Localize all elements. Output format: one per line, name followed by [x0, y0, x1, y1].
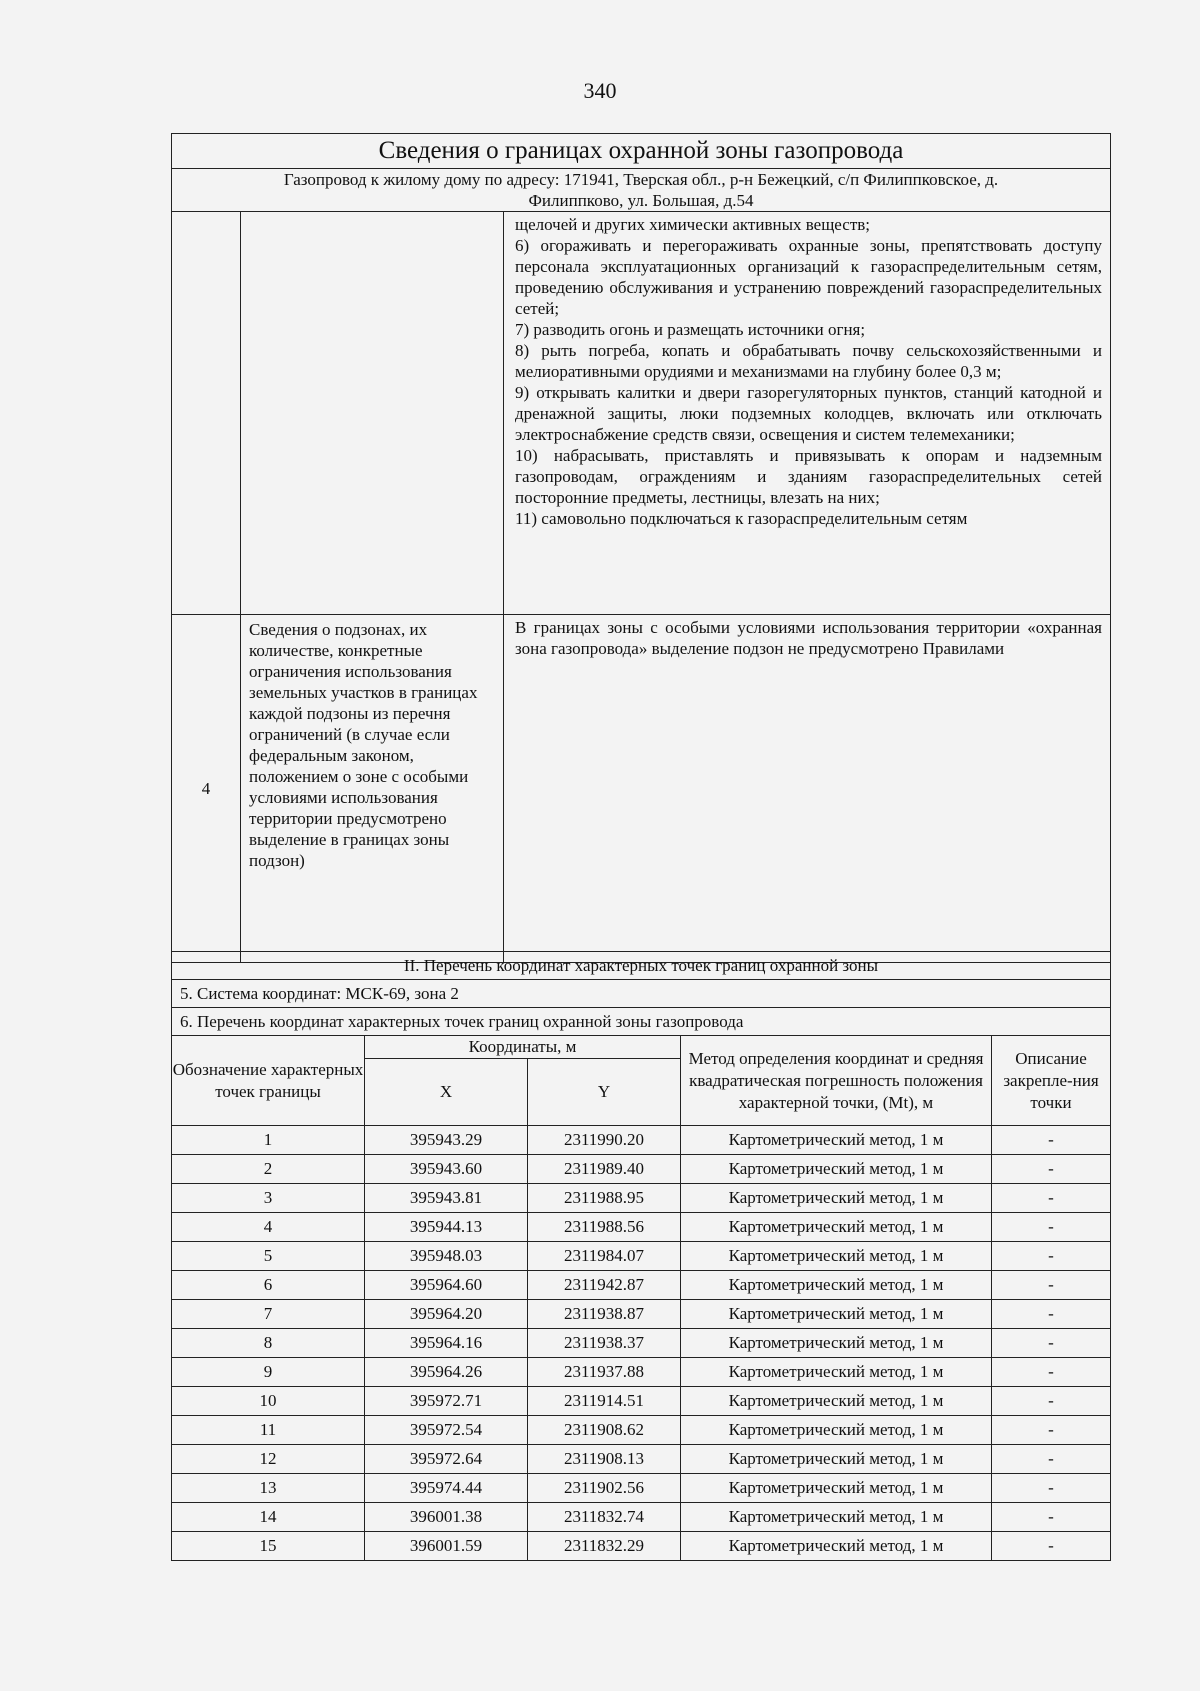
point-number-cell: 4 — [172, 1213, 365, 1242]
description-cell: - — [992, 1387, 1111, 1416]
description-cell: - — [992, 1445, 1111, 1474]
table-row — [172, 1155, 1111, 1184]
description-cell: - — [992, 1358, 1111, 1387]
description-cell: - — [992, 1474, 1111, 1503]
header-description: Описание закрепле-ния точки — [992, 1036, 1111, 1126]
description-cell: - — [992, 1329, 1111, 1358]
x-coordinate-cell: 395943.81 — [365, 1184, 528, 1213]
y-coordinate-cell: 2311908.13 — [528, 1445, 681, 1474]
method-cell: Картометрический метод, 1 м — [681, 1155, 992, 1184]
table-row — [172, 1445, 1111, 1474]
x-coordinate-cell: 395943.60 — [365, 1155, 528, 1184]
table-row — [172, 1532, 1111, 1561]
x-coordinate-cell: 395972.54 — [365, 1416, 528, 1445]
point-number-cell: 6 — [172, 1271, 365, 1300]
address-line-2: Филиппково, ул. Большая, д.54 — [528, 191, 754, 210]
subzones-text: В границах зоны с особыми условиями использования территории «охранная зона газопровода» выделение подзон не предусмотрено Правилами — [504, 615, 1111, 963]
pipeline-address — [172, 169, 1111, 212]
x-coordinate-cell: 395964.20 — [365, 1300, 528, 1329]
empty-label-cell — [241, 212, 504, 615]
x-coordinate-cell: 395972.71 — [365, 1387, 528, 1416]
header-designation: Обозначение характерных точек границы — [172, 1036, 365, 1126]
restrictions-row — [172, 212, 1111, 615]
points-body — [172, 1126, 1111, 1561]
zone-info-table — [171, 133, 1111, 963]
coordinate-system: 5. Система координат: МСК-69, зона 2 — [172, 980, 1111, 1008]
point-number-cell: 14 — [172, 1503, 365, 1532]
method-cell: Картометрический метод, 1 м — [681, 1358, 992, 1387]
x-coordinate-cell: 395943.29 — [365, 1126, 528, 1155]
y-coordinate-cell: 2311938.87 — [528, 1300, 681, 1329]
method-cell: Картометрический метод, 1 м — [681, 1300, 992, 1329]
description-cell: - — [992, 1213, 1111, 1242]
section-2-title: II. Перечень координат характерных точек границ охранной зоны — [172, 952, 1111, 980]
method-cell: Картометрический метод, 1 м — [681, 1503, 992, 1532]
restrictions-text — [504, 212, 1111, 615]
description-cell: - — [992, 1155, 1111, 1184]
table-row — [172, 1126, 1111, 1155]
method-cell: Картометрический метод, 1 м — [681, 1532, 992, 1561]
point-number-cell: 7 — [172, 1300, 365, 1329]
method-cell: Картометрический метод, 1 м — [681, 1184, 992, 1213]
description-cell: - — [992, 1532, 1111, 1561]
header-y: Y — [528, 1059, 681, 1126]
y-coordinate-cell: 2311988.56 — [528, 1213, 681, 1242]
x-coordinate-cell: 395972.64 — [365, 1445, 528, 1474]
point-number-cell: 1 — [172, 1126, 365, 1155]
empty-number-cell — [172, 212, 241, 615]
header-x: X — [365, 1059, 528, 1126]
x-coordinate-cell: 395944.13 — [365, 1213, 528, 1242]
point-number-cell: 15 — [172, 1532, 365, 1561]
y-coordinate-cell: 2311942.87 — [528, 1271, 681, 1300]
method-cell: Картометрический метод, 1 м — [681, 1242, 992, 1271]
point-number-cell: 12 — [172, 1445, 365, 1474]
restriction-item: щелочей и других химически активных веществ; — [515, 215, 870, 234]
description-cell: - — [992, 1184, 1111, 1213]
method-cell: Картометрический метод, 1 м — [681, 1416, 992, 1445]
table-row — [172, 1242, 1111, 1271]
subzones-label: Сведения о подзонах, их количестве, конкретные ограничения использования земельных участков в границах каждой подзоны из перечня ограничений (в случае если федеральным законом, положением о зоне с особыми условиями использования территории предусмотрено выделение в границах зоны подзон) — [241, 615, 504, 963]
table-row — [172, 1474, 1111, 1503]
coordinate-list-title: 6. Перечень координат характерных точек границ охранной зоны газопровода — [172, 1008, 1111, 1036]
restriction-item: 7) разводить огонь и размещать источники огня; — [515, 320, 866, 339]
restriction-item: 11) самовольно подключаться к газораспределительным сетям — [515, 509, 968, 528]
y-coordinate-cell: 2311989.40 — [528, 1155, 681, 1184]
description-cell: - — [992, 1300, 1111, 1329]
point-number-cell: 9 — [172, 1358, 365, 1387]
point-number-cell: 8 — [172, 1329, 365, 1358]
page-number: 340 — [583, 78, 617, 103]
x-coordinate-cell: 395948.03 — [365, 1242, 528, 1271]
method-cell: Картометрический метод, 1 м — [681, 1271, 992, 1300]
x-coordinate-cell: 395964.16 — [365, 1329, 528, 1358]
description-cell: - — [992, 1271, 1111, 1300]
x-coordinate-cell: 395974.44 — [365, 1474, 528, 1503]
description-cell: - — [992, 1503, 1111, 1532]
description-cell: - — [992, 1126, 1111, 1155]
document-title: Сведения о границах охранной зоны газопровода — [172, 134, 1111, 169]
restriction-item: 8) рыть погреба, копать и обрабатывать почву сельскохозяйственными и мелиоративными орудиями и механизмами на глубину более 0,3 м; — [515, 341, 1102, 381]
method-cell: Картометрический метод, 1 м — [681, 1387, 992, 1416]
header-coordinates: Координаты, м — [365, 1036, 681, 1059]
x-coordinate-cell: 395964.26 — [365, 1358, 528, 1387]
y-coordinate-cell: 2311988.95 — [528, 1184, 681, 1213]
method-cell: Картометрический метод, 1 м — [681, 1329, 992, 1358]
y-coordinate-cell: 2311914.51 — [528, 1387, 681, 1416]
y-coordinate-cell: 2311938.37 — [528, 1329, 681, 1358]
y-coordinate-cell: 2311902.56 — [528, 1474, 681, 1503]
point-number-cell: 11 — [172, 1416, 365, 1445]
point-number-cell: 13 — [172, 1474, 365, 1503]
point-number-cell: 5 — [172, 1242, 365, 1271]
method-cell: Картометрический метод, 1 м — [681, 1445, 992, 1474]
table-row — [172, 1358, 1111, 1387]
method-cell: Картометрический метод, 1 м — [681, 1126, 992, 1155]
method-cell: Картометрический метод, 1 м — [681, 1213, 992, 1242]
restriction-item: 9) открывать калитки и двери газорегуляторных пунктов, станций катодной и дренажной защиты, люки подземных колодцев, включать или отключать электроснабжение средств связи, освещения и систем телемеханики; — [515, 383, 1102, 444]
y-coordinate-cell: 2311990.20 — [528, 1126, 681, 1155]
table-row — [172, 1387, 1111, 1416]
y-coordinate-cell: 2311937.88 — [528, 1358, 681, 1387]
point-number-cell: 3 — [172, 1184, 365, 1213]
restriction-item: 10) набрасывать, приставлять и привязывать к опорам и надземным газопроводам, ограждениям и зданиям газораспределительных сетей посторонние предметы, лестницы, влезать на них; — [515, 446, 1102, 507]
x-coordinate-cell: 395964.60 — [365, 1271, 528, 1300]
table-row — [172, 1184, 1111, 1213]
table-row — [172, 1271, 1111, 1300]
address-line-1: Газопровод к жилому дому по адресу: 171941, Тверская обл., р-н Бежецкий, с/п Филиппковское, д. — [283, 170, 999, 189]
x-coordinate-cell: 396001.59 — [365, 1532, 528, 1561]
subzones-row — [172, 615, 1111, 963]
point-number-cell: 2 — [172, 1155, 365, 1184]
point-number-cell: 10 — [172, 1387, 365, 1416]
y-coordinate-cell: 2311832.29 — [528, 1532, 681, 1561]
table-row — [172, 1300, 1111, 1329]
description-cell: - — [992, 1416, 1111, 1445]
table-row — [172, 1329, 1111, 1358]
header-method: Метод определения координат и средняя квадратическая погрешность положения характерной точки, (Mt), м — [681, 1036, 992, 1126]
restriction-item: 6) огораживать и перегораживать охранные зоны, препятствовать доступу персонала эксплуатационных организаций к газораспределительным сетям, проведению обслуживания и устранению повреждений газораспределительных сетей; — [515, 236, 1102, 318]
method-cell: Картометрический метод, 1 м — [681, 1474, 992, 1503]
table-row — [172, 1213, 1111, 1242]
y-coordinate-cell: 2311984.07 — [528, 1242, 681, 1271]
row-number: 4 — [172, 615, 241, 963]
table-row — [172, 1416, 1111, 1445]
table-row — [172, 1503, 1111, 1532]
y-coordinate-cell: 2311832.74 — [528, 1503, 681, 1532]
coordinates-table — [171, 951, 1111, 1561]
x-coordinate-cell: 396001.38 — [365, 1503, 528, 1532]
y-coordinate-cell: 2311908.62 — [528, 1416, 681, 1445]
description-cell: - — [992, 1242, 1111, 1271]
